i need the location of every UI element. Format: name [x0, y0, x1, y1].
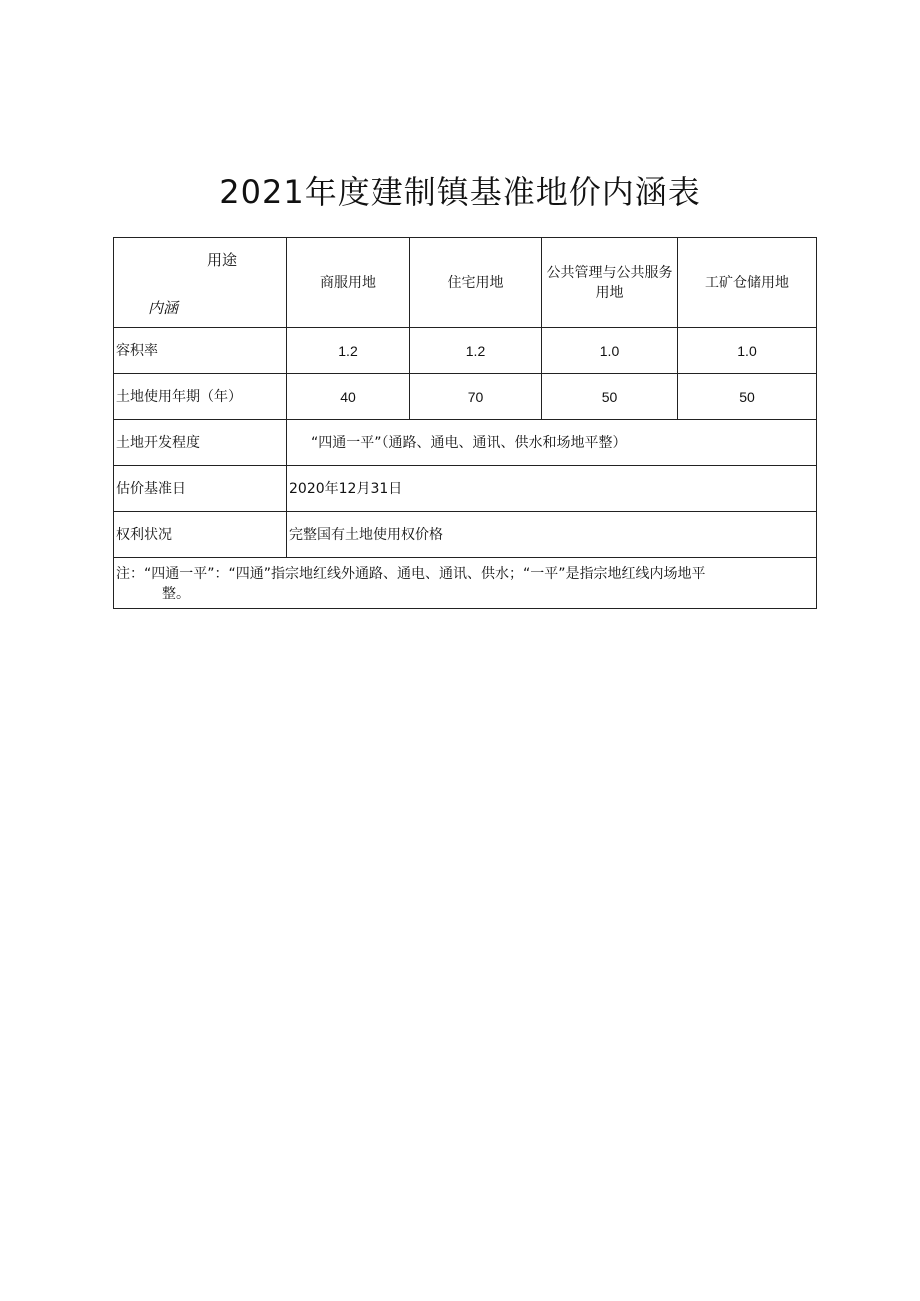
header-usage-label: 用途	[207, 251, 238, 269]
note-line-2: 整。	[162, 586, 190, 602]
term-public-service: 50	[542, 374, 678, 420]
term-industrial: 50	[678, 374, 817, 420]
land-price-table	[113, 237, 817, 609]
far-commercial: 1.2	[287, 328, 410, 374]
date-value: 2020年12月31日	[287, 466, 817, 512]
term-residential: 70	[410, 374, 542, 420]
row-label-rights: 权利状况	[114, 512, 287, 558]
page-title: 2021年度建制镇基准地价内涵表	[219, 173, 701, 211]
row-label-far: 容积率	[114, 328, 287, 374]
far-residential: 1.2	[410, 328, 542, 374]
table-note	[114, 558, 817, 609]
table-row-date	[114, 466, 817, 512]
table-row-note	[114, 558, 817, 609]
header-public-service	[542, 238, 678, 328]
row-label-term: 土地使用年期（年）	[114, 374, 287, 420]
development-value: “四通一平”（通路、通电、通讯、供水和场地平整）	[287, 420, 817, 466]
note-line-1: 注：“四通一平”：“四通”指宗地红线外通路、通电、通讯、供水；“一平”是指宗地红线内场地平	[116, 566, 706, 582]
header-public-service-text: 公共管理与公共服务用地	[546, 264, 673, 301]
table-row-development	[114, 420, 817, 466]
table-row-term	[114, 374, 817, 420]
header-diagonal-cell	[114, 238, 287, 328]
header-connotation-label: 内涵	[148, 299, 179, 317]
term-commercial: 40	[287, 374, 410, 420]
rights-value: 完整国有土地使用权价格	[287, 512, 817, 558]
far-public-service: 1.0	[542, 328, 678, 374]
table-row-rights	[114, 512, 817, 558]
table-header-row	[114, 238, 817, 328]
far-industrial: 1.0	[678, 328, 817, 374]
header-industrial: 工矿仓储用地	[678, 238, 817, 328]
header-commercial: 商服用地	[287, 238, 410, 328]
table-row-far	[114, 328, 817, 374]
row-label-date: 估价基准日	[114, 466, 287, 512]
row-label-development: 土地开发程度	[114, 420, 287, 466]
header-residential: 住宅用地	[410, 238, 542, 328]
